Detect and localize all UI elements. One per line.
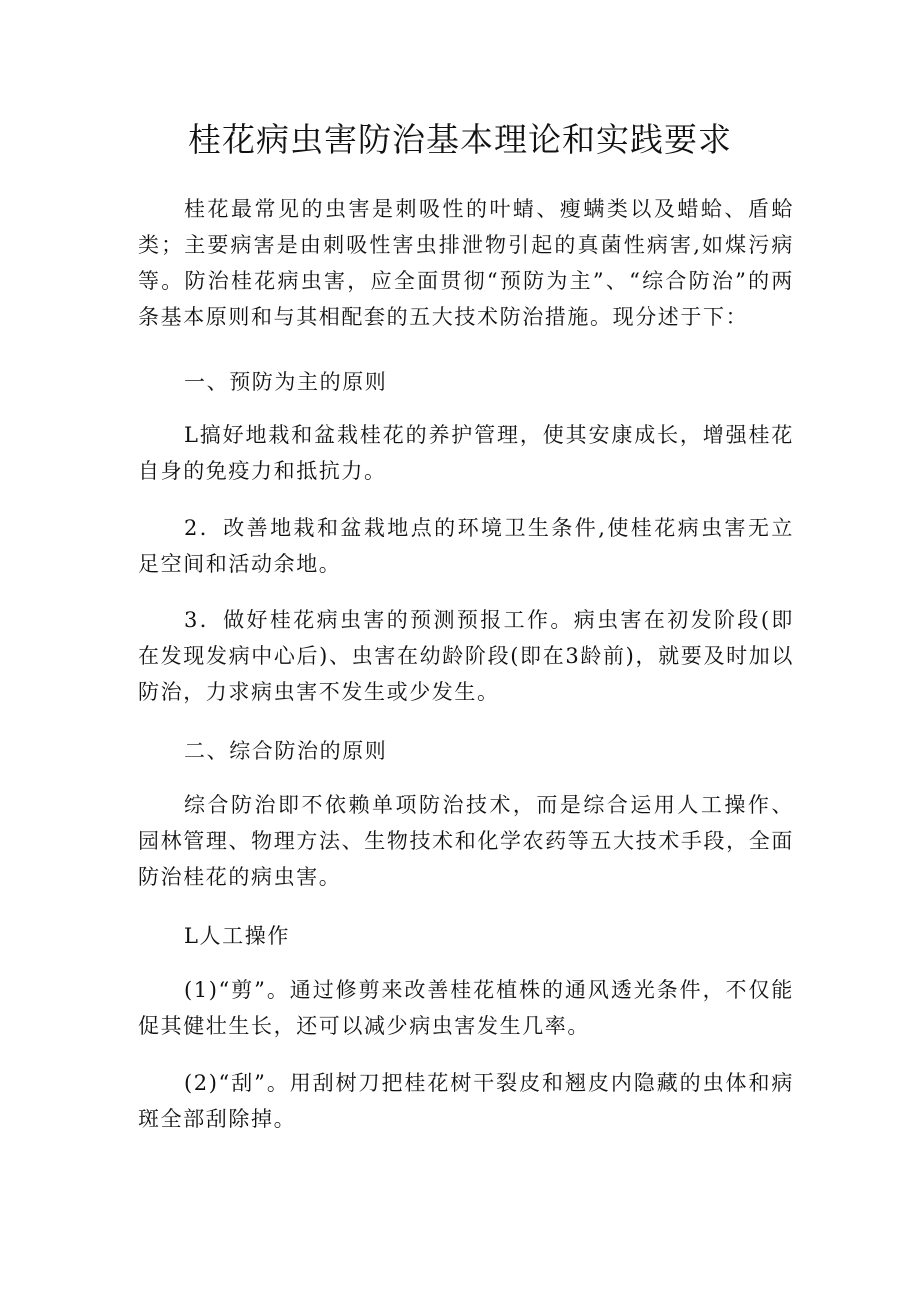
paragraph-item-3: 3．做好桂花病虫害的预测预报工作。病虫害在初发阶段(即在发现发病中心后)、虫害在幼龄阶段(即在3龄前)，就要及时加以防治，力求病虫害不发生或少发生。 [138, 608, 794, 704]
paragraph-cut: (1)“剪”。通过修剪来改善桂花植株的通风透光条件，不仅能促其健壮生长，还可以减少病虫害发生几率。 [138, 978, 794, 1038]
document-title: 桂花病虫害防治基本理论和实践要求 [188, 120, 732, 159]
paragraph-item-2: 2．改善地栽和盆栽地点的环境卫生条件,使桂花病虫害无立足空间和活动余地。 [138, 516, 794, 576]
paragraph-integrated: 综合防治即不依赖单项防治技术，而是综合运用人工操作、园林管理、物理方法、生物技术和化学农药等五大技术手段，全面防治桂花的病虫害。 [138, 793, 794, 889]
section-heading-prevention: 一、预防为主的原则 [184, 370, 388, 394]
paragraph-scrape: (2)“刮”。用刮树刀把桂花树干裂皮和翘皮内隐藏的虫体和病斑全部刮除掉。 [138, 1071, 794, 1131]
intro-paragraph: 桂花最常见的虫害是刺吸性的叶蜻、瘦螨类以及蜡蛤、盾蛤类；主要病害是由刺吸性害虫排泄物引起的真菌性病害,如煤污病等。防治桂花病虫害，应全面贯彻“预防为主”、“综合防治”的两条基本原则和与其相配套的五大技术防治措施。现分述于下： [138, 197, 794, 329]
section-heading-integrated: 二、综合防治的原则 [184, 739, 388, 763]
subsection-heading-manual: L人工操作 [184, 924, 290, 948]
paragraph-item-1: L搞好地栽和盆栽桂花的养护管理，使其安康成长，增强桂花自身的免疫力和抵抗力。 [138, 423, 794, 483]
